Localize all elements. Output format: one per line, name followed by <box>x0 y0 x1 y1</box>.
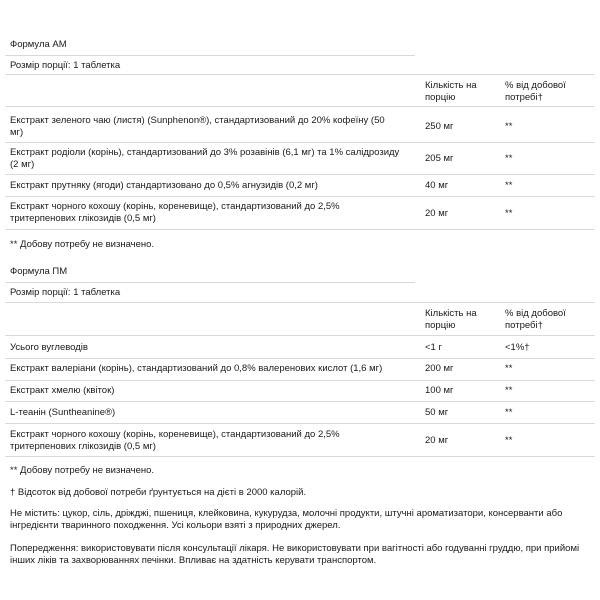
pm-row-amount: 50 мг <box>425 407 449 418</box>
pm-col-dv-header: % від добової потребі† <box>505 308 566 331</box>
divider <box>5 335 595 336</box>
am-row-dv: ** <box>505 208 513 219</box>
daily-value-note: † Відсоток від добової потреби ґрунтується на дієті в 2000 калорій. <box>10 487 307 498</box>
divider <box>5 380 595 381</box>
divider <box>5 401 595 402</box>
warning-note: Попередження: використовувати після консультації лікаря. Не використовувати при вагітності або годуванні груддю, при прийомі інших ліків та захворюваннях печінки. Впливає на здатність керувати транспортом. <box>10 543 580 566</box>
pm-row-name: Екстракт хмелю (квіток) <box>10 385 115 396</box>
am-title: Формула АМ <box>10 39 67 50</box>
am-row-name: Екстракт чорного кохошу (корінь, кореневище), стандартизований до 2,5% тритерпенових глікозидів (0,5 мг) <box>10 201 340 224</box>
divider <box>5 174 595 175</box>
divider <box>5 358 595 359</box>
am-row-dv: ** <box>505 121 513 132</box>
pm-row-dv: ** <box>505 435 513 446</box>
am-row-name: Екстракт зеленого чаю (листя) (Sunphenon®), стандартизований до 20% кофеїну (50 мг) <box>10 115 385 138</box>
am-row-amount: 250 мг <box>425 121 454 132</box>
pm-row-amount: 20 мг <box>425 435 449 446</box>
am-row-dv: ** <box>505 153 513 164</box>
pm-row-dv: ** <box>505 407 513 418</box>
am-row-dv: ** <box>505 180 513 191</box>
am-footnote: ** Добову потребу не визначено. <box>10 239 155 250</box>
divider <box>5 106 595 107</box>
am-row-amount: 205 мг <box>425 153 454 164</box>
am-col-amount-header: Кількість на порцію <box>425 80 477 103</box>
divider <box>5 55 415 56</box>
pm-row-amount: <1 г <box>425 342 442 353</box>
pm-serving-size: Розмір порції: 1 таблетка <box>10 287 121 298</box>
am-row-amount: 40 мг <box>425 180 449 191</box>
am-serving-size: Розмір порції: 1 таблетка <box>10 60 121 71</box>
divider <box>5 456 595 457</box>
am-col-dv-header: % від добової потребі† <box>505 80 566 103</box>
pm-row-dv: ** <box>505 385 513 396</box>
pm-row-amount: 100 мг <box>425 385 454 396</box>
am-row-name: Екстракт родіоли (корінь), стандартизований до 3% розавінів (6,1 мг) та 1% салідрозиду (2 мг) <box>10 147 400 170</box>
pm-row-name: Екстракт чорного кохошу (корінь, кореневище), стандартизований до 2,5% тритерпенових глікозидів (0,5 мг) <box>10 429 340 452</box>
divider <box>5 74 595 75</box>
am-row-name: Екстракт прутняку (ягоди) стандартизовано до 0,5% агнузидів (0,2 мг) <box>10 180 318 191</box>
divider <box>5 196 595 197</box>
pm-row-amount: 200 мг <box>425 363 454 374</box>
pm-row-dv: ** <box>505 363 513 374</box>
pm-row-dv: <1%† <box>505 342 530 353</box>
pm-row-name: Екстракт валеріани (корінь), стандартизований до 0,8% валеренових кислот (1,6 мг) <box>10 363 383 374</box>
divider <box>5 302 595 303</box>
pm-footnote: ** Добову потребу не визначено. <box>10 465 155 476</box>
am-row-amount: 20 мг <box>425 208 449 219</box>
divider <box>5 142 595 143</box>
pm-row-name: L-теанін (Suntheanine®) <box>10 407 116 418</box>
divider <box>5 229 595 230</box>
pm-title: Формула ПМ <box>10 266 68 277</box>
free-of-note: Не містить: цукор, сіль, дріжджі, пшениця, клейковина, кукурудза, молочні продукти, штучні ароматизатори, консерванти або інгредієнти тваринного походження. Усі кольори взяті з природних джерел. <box>10 508 563 531</box>
pm-col-amount-header: Кількість на порцію <box>425 308 477 331</box>
pm-row-name: Усього вуглеводів <box>10 342 88 353</box>
divider <box>5 282 415 283</box>
divider <box>5 423 595 424</box>
